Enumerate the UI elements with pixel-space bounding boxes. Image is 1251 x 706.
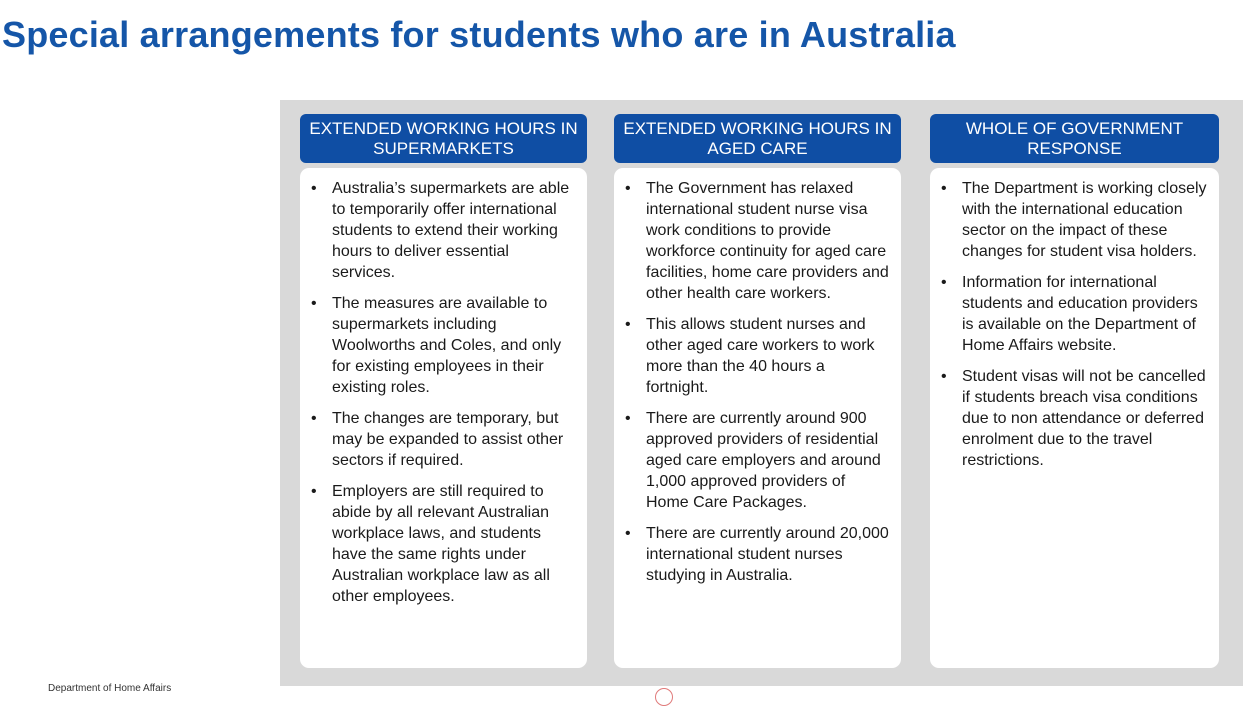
bullet-text: The measures are available to supermarkets including Woolworths and Coles, and only for existing employees in their existing roles. (332, 295, 562, 396)
bullet-icon: • (625, 410, 631, 427)
bullet-text: There are currently around 20,000 international student nurses studying in Australia. (646, 525, 889, 584)
column-body (930, 168, 1219, 668)
bullet-list (622, 178, 889, 586)
bullet-icon: • (311, 180, 317, 197)
column-aged-care (614, 114, 901, 584)
bullet-list (938, 178, 1207, 471)
bullet-icon: • (941, 274, 947, 291)
list-item (938, 366, 1207, 471)
list-item (622, 178, 889, 304)
list-item (308, 408, 575, 471)
bullet-text: This allows student nurses and other aged care workers to work more than the 40 hours a fortnight. (646, 316, 875, 396)
bullet-text: The changes are temporary, but may be expanded to assist other sectors if required. (332, 410, 564, 469)
bullet-text: Information for international students and education providers is available on the Department of Home Affairs website. (962, 274, 1198, 354)
bullet-text: The Department is working closely with the international education sector on the impact of these changes for student visa holders. (962, 180, 1207, 260)
bullet-icon: • (625, 525, 631, 542)
bullet-text: Australia’s supermarkets are able to temporarily offer international students to extend their working hours to deliver essential services. (332, 180, 570, 281)
list-item (622, 523, 889, 586)
column-body (614, 168, 901, 668)
list-item (938, 272, 1207, 356)
bullet-text: Employers are still required to abide by all relevant Australian workplace laws, and students have the same rights under Australian workplace law as all other employees. (332, 483, 550, 605)
content-panel (280, 100, 1243, 686)
bullet-icon: • (311, 295, 317, 312)
column-header: EXTENDED WORKING HOURS IN AGED CARE (614, 114, 901, 163)
column-header: EXTENDED WORKING HOURS IN SUPERMARKETS (300, 114, 587, 163)
bullet-list (308, 178, 575, 607)
list-item (622, 408, 889, 513)
column-whole-of-government (930, 114, 1219, 469)
list-item (938, 178, 1207, 262)
column-header: WHOLE OF GOVERNMENT RESPONSE (930, 114, 1219, 163)
list-item (622, 314, 889, 398)
bullet-icon: • (311, 483, 317, 500)
bullet-icon: • (941, 180, 947, 197)
bullet-icon: • (625, 316, 631, 333)
bullet-icon: • (311, 410, 317, 427)
column-body (300, 168, 587, 668)
list-item (308, 293, 575, 398)
bullet-text: The Government has relaxed international student nurse visa work conditions to provide workforce continuity for aged care facilities, home care providers and other health care workers. (646, 180, 889, 302)
bullet-text: There are currently around 900 approved providers of residential aged care employers and around 1,000 approved providers of Home Care Packages. (646, 410, 881, 511)
list-item (308, 178, 575, 283)
bullet-icon: • (625, 180, 631, 197)
bullet-text: Student visas will not be cancelled if students breach visa conditions due to non attendance or deferred enrolment due to the travel restrictions. (962, 368, 1206, 469)
list-item (308, 481, 575, 607)
bullet-icon: • (941, 368, 947, 385)
page-title: Special arrangements for students who are in Australia (2, 14, 956, 55)
circle-icon (655, 688, 673, 706)
footer-department: Department of Home Affairs (48, 683, 172, 694)
column-supermarkets (300, 114, 587, 605)
